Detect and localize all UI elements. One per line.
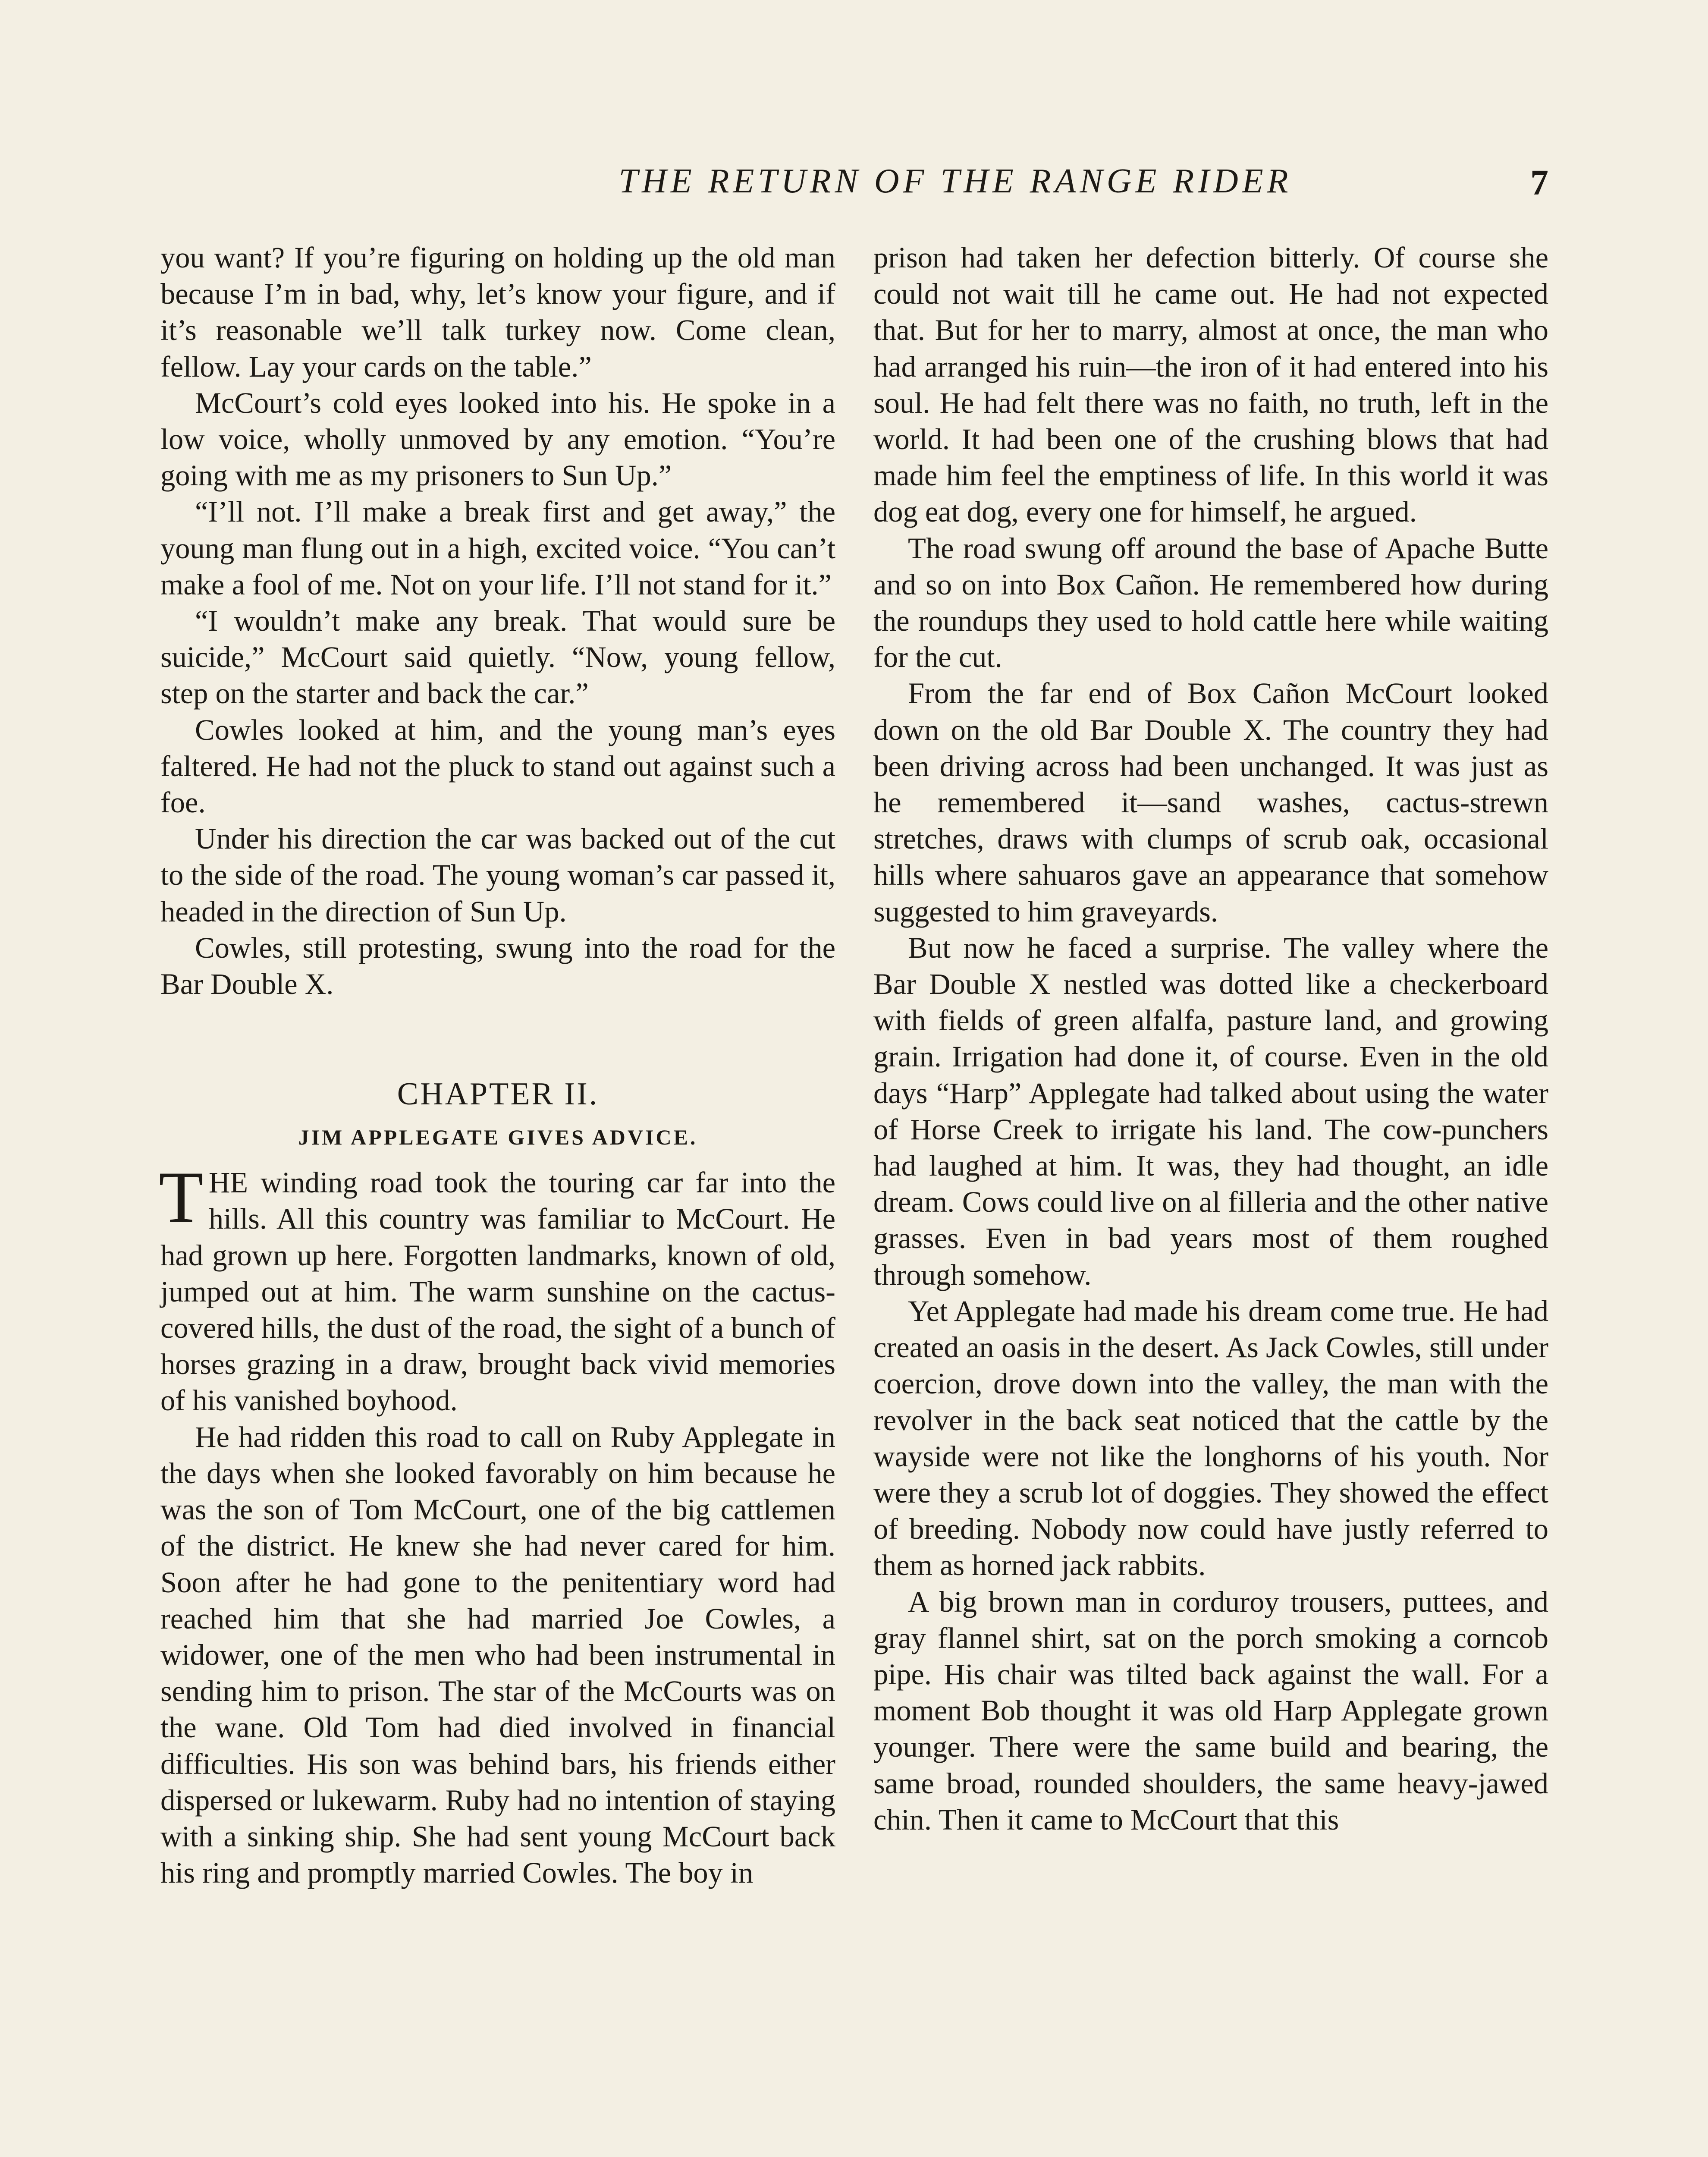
paragraph: Cowles, still protesting, swung into the road for the Bar Double X.	[160, 931, 835, 1001]
page-number: 7	[1530, 163, 1548, 203]
paragraph: McCourt’s cold eyes looked into his. He spoke in a low voice, wholly unmoved by any emotion. “You’re going with me as my prisoners to Sun Up.”	[160, 386, 835, 492]
chapter-subtitle: JIM APPLEGATE GIVES ADVICE.	[298, 1125, 698, 1150]
chapter-title: CHAPTER II.	[397, 1076, 599, 1112]
opening-paragraph	[159, 1157, 835, 1418]
left-column	[160, 239, 835, 1891]
paragraph: From the far end of Box Cañon McCourt looked down on the old Bar Double X. The country they had been driving across had been unchanged. It was just as he remembered it—sand washes, cactus-strewn stretches, draws with clumps of scrub oak, occasional hills where sahuaros gave an appearance that somehow suggested to him graveyards.	[873, 677, 1548, 928]
paragraph: Yet Applegate had made his dream come true. He had created an oasis in the desert. As Jack Cowles, still under coercion, drove down into the valley, the man with the revolver in the back seat noticed that the cattle by the wayside were not like the longhorns of his youth. Nor were they a scrub lot of doggies. They showed the effect of breeding. Nobody now could have justly referred to them as horned jack rabbits.	[873, 1294, 1548, 1582]
running-title: THE RETURN OF THE RANGE RIDER	[619, 162, 1292, 200]
paragraph: The road swung off around the base of Apache Butte and so on into Box Cañon. He remembered how during the roundups they used to hold cattle here while waiting for the cut.	[873, 531, 1548, 674]
paragraph: “I’ll not. I’ll make a break first and get away,” the young man flung out in a high, excited voice. “You can’t make a fool of me. Not on your life. I’ll not stand for it.”	[160, 495, 835, 601]
paragraph: He had ridden this road to call on Ruby Applegate in the days when she looked favorably on him because he was the son of Tom McCourt, one of the big cattlemen of the district. He knew she had never cared for him. Soon after he had gone to the penitentiary word had reached him that she had married Joe Cowles, a widower, one of the men who had been instrumental in sending him to prison. The star of the McCourts was on the wane. Old Tom had died involved in financial difficulties. His son was behind bars, his friends either dispersed or lukewarm. Ruby had no intention of staying with a sinking ship. She had sent young McCourt back his ring and promptly married Cowles. The boy in	[160, 1420, 835, 1890]
paragraph: A big brown man in corduroy trousers, puttees, and gray flannel shirt, sat on the porch smoking a corncob pipe. His chair was tilted back against the wall. For a moment Bob thought it was old Harp Applegate grown younger. There were the same build and bearing, the same broad, rounded shoulders, the same heavy-jawed chin. Then it came to McCourt that this	[873, 1585, 1548, 1836]
paragraph: Cowles looked at him, and the young man’s eyes faltered. He had not the pluck to stand out against such a foe.	[160, 713, 835, 819]
paragraph: “I wouldn’t make any break. That would sure be suicide,” McCourt said quietly. “Now, young fellow, step on the starter and back the car.”	[160, 604, 835, 710]
paragraph: you want? If you’re figuring on holding up the old man because I’m in bad, why, let’s know your figure, and if it’s reasonable we’ll talk turkey now. Come clean, fellow. Lay your cards on the table.”	[160, 241, 835, 383]
paragraph: prison had taken her defection bitterly. Of course she could not wait till he came out. He had not expected that. But for her to marry, almost at once, the man who had arranged his ruin—the iron of it had entered into his soul. He had felt there was no faith, no truth, left in the world. It had been one of the crushing blows that had made him feel the emptiness of life. In this world it was dog eat dog, every one for himself, he argued.	[873, 241, 1548, 528]
paragraph: But now he faced a surprise. The valley where the Bar Double X nestled was dotted like a checkerboard with fields of green alfalfa, pasture land, and growing grain. Irrigation had done it, of course. Even in the old days “Harp” Applegate had talked about using the water of Horse Creek to irrigate his land. The cow-punchers had laughed at him. It was, they had thought, an idle dream. Cows could live on al filleria and the other native grasses. Even in bad years most of them roughed through somehow.	[873, 931, 1548, 1291]
paragraph: Under his direction the car was backed out of the cut to the side of the road. The young woman’s car passed it, headed in the direction of Sun Up.	[160, 822, 835, 928]
right-column	[873, 239, 1548, 1838]
opening-paragraph-text: HE winding road took the touring car far into the hills. All this country was familiar to McCourt. He had grown up here. Forgotten landmarks, known of old, jumped out at him. The warm sunshine on the cactus-covered hills, the dust of the road, the sight of a bunch of horses grazing in a draw, brought back vivid memories of his vanished boyhood.	[160, 1166, 835, 1417]
running-head	[160, 162, 1548, 209]
drop-cap: T	[159, 1157, 204, 1238]
